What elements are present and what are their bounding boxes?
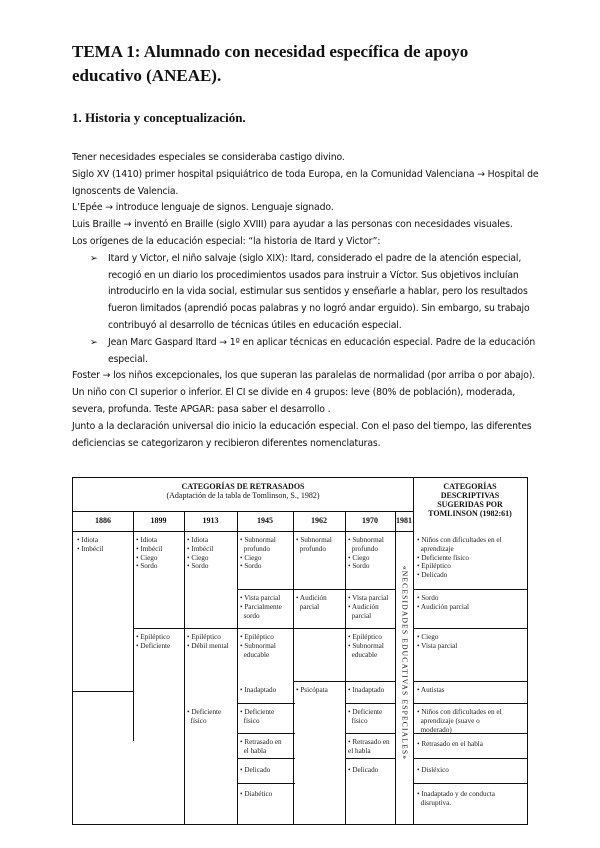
document-title: TEMA 1: Alumnado con necesidad específica de apoyo educativo (ANEAE). xyxy=(72,42,469,85)
paragraph: Foster → los niños excepcionales, los que superan las paralelas de normalidad (por arriba o por abajo). Un niño con CI superior o inferior. El CI se divide en 4 grupos: leve (80% de población), moderada, severa, profunda. Teste APGAR: pasa saber el desarrollo . xyxy=(72,370,536,415)
table-cell: • Retrasado en el habla xyxy=(348,738,390,755)
bullet-item: ➢ Jean Marc Gaspard Itard → 1º en aplicar técnicas en educación especial. Padre de la educación especial. xyxy=(90,336,536,365)
table-cell: • Diabético xyxy=(240,790,273,798)
paragraph: Siglo XV (1410) primer hospital psiquiátrico de toda Europa, en la Comunidad Valenciana → Hospital de Ignoscents de Valencia. xyxy=(72,168,539,197)
table-cell: • Epiléptico • Débil mental xyxy=(187,633,229,650)
categories-table xyxy=(72,477,528,825)
table-cell: • Retrasado en el habla xyxy=(417,740,483,748)
year-header: 1945 xyxy=(257,516,273,525)
paragraph: L’Epée → introduce lenguaje de signos. Lenguaje signado. xyxy=(72,202,334,214)
year-header: 1913 xyxy=(202,516,219,525)
paragraph: Junto a la declaración universal dio inicio la educación especial. Con el paso del tiempo, las diferentes deficiencias se categorizaron y recibieron diferentes nomenclaturas. xyxy=(72,420,532,449)
bullet-arrow-icon: ➢ xyxy=(90,336,98,348)
table-cell: • Niños con dificultades en el aprendizaje • Deficiente físico • Epiléptico • Delicado xyxy=(417,536,502,580)
table-cell: • Autistas xyxy=(417,686,445,694)
year-header: 1981 xyxy=(396,516,412,525)
table-cell: • Deficiente físico xyxy=(187,708,222,725)
table-cell: • Delicado xyxy=(348,766,379,774)
table-cell: • Retrasado en el habla xyxy=(240,738,282,755)
vertical-label: «NECESIDADES EDUCATIVAS ESPECIALES» xyxy=(400,565,410,761)
table-cell: • Sordo • Audición parcial xyxy=(417,594,470,611)
table-cell: • Deficiente físico xyxy=(240,708,275,725)
table-cell: • Epiléptico • Subnormal educable xyxy=(240,633,276,659)
table-cell: • Subnormal profundo xyxy=(296,536,332,553)
table-cell: • Vista parcial • Parcialmente sordo xyxy=(240,594,282,620)
table-cell: • Psicópata xyxy=(296,686,328,694)
paragraph: Los orígenes de la educación especial: “la historia de Itard y Victor”: xyxy=(72,235,381,247)
body-text xyxy=(72,150,542,452)
table-cell: • Inadaptado xyxy=(240,686,277,694)
table-cell: • Vista parcial • Audición parcial xyxy=(348,594,389,620)
paragraph: Tener necesidades especiales se consideraba castigo divino. xyxy=(72,152,345,163)
table-cell: • Idiota • Imbécil • Ciego • Sordo xyxy=(136,536,163,571)
table-cell: • Niños con dificultades en el aprendizaje (suave o moderado) xyxy=(417,708,502,734)
year-header: 1899 xyxy=(150,516,167,525)
table-cell: • Disléxico xyxy=(417,766,449,774)
table-cell: • Ciego • Vista parcial xyxy=(417,633,458,650)
table-cell: • Delicado xyxy=(240,766,271,774)
table-cell: • Idiota • Imbécil xyxy=(77,536,104,553)
section-heading: 1. Historia y conceptualización. xyxy=(72,110,246,125)
paragraph: Luis Braille → inventó en Braille (siglo XVIII) para ayudar a las personas con necesidades visuales. xyxy=(72,219,513,231)
table-cell: • Inadaptado xyxy=(348,686,385,694)
table-header-right: CATEGORÍAS DESCRIPTIVAS SUGERIDAS POR TOMLINSON (1982:61) xyxy=(428,482,512,518)
table-cell: • Audición parcial xyxy=(296,594,327,611)
table-cell: • Subnormal profundo • Ciego • Sordo xyxy=(348,536,384,571)
year-header: 1970 xyxy=(362,516,378,525)
year-header: 1962 xyxy=(311,516,327,525)
table-cell: • Epiléptico • Deficiente xyxy=(136,633,171,650)
year-header: 1886 xyxy=(95,516,111,525)
table-cell: • Deficiente físico xyxy=(348,708,383,725)
bullet-item: ➢ Itard y Victor, el niño salvaje (siglo XIX): Itard, considerado el padre de la atención especial, recogió en un diario los procedimientos usados para instruir a Víctor. Sus objetivos incluían introducirlo en la vida social, estimular sus sentidos y enseñarle a hablar, pero los resultados fueron limitados (aprendió pocas palabras y no logró andar erguido). Sin embargo, su trabajo contribuyó al desarrollo de técnicas útiles en educación especial. xyxy=(90,252,530,331)
table-cell: • Idiota • Imbécil • Ciego • Sordo xyxy=(187,536,214,571)
table-cell: • Epiléptico • Subnormal educable xyxy=(348,633,384,659)
table-cell: • Subnormal profundo • Ciego • Sordo xyxy=(240,536,276,571)
table-header-left: CATEGORÍAS DE RETRASADOS (Adaptación de la tabla de Tomlinson, S., 1982) xyxy=(166,482,320,500)
table-cell: • Inadaptado y de conducta disruptiva. xyxy=(417,790,495,807)
bullet-arrow-icon: ➢ xyxy=(90,252,98,264)
